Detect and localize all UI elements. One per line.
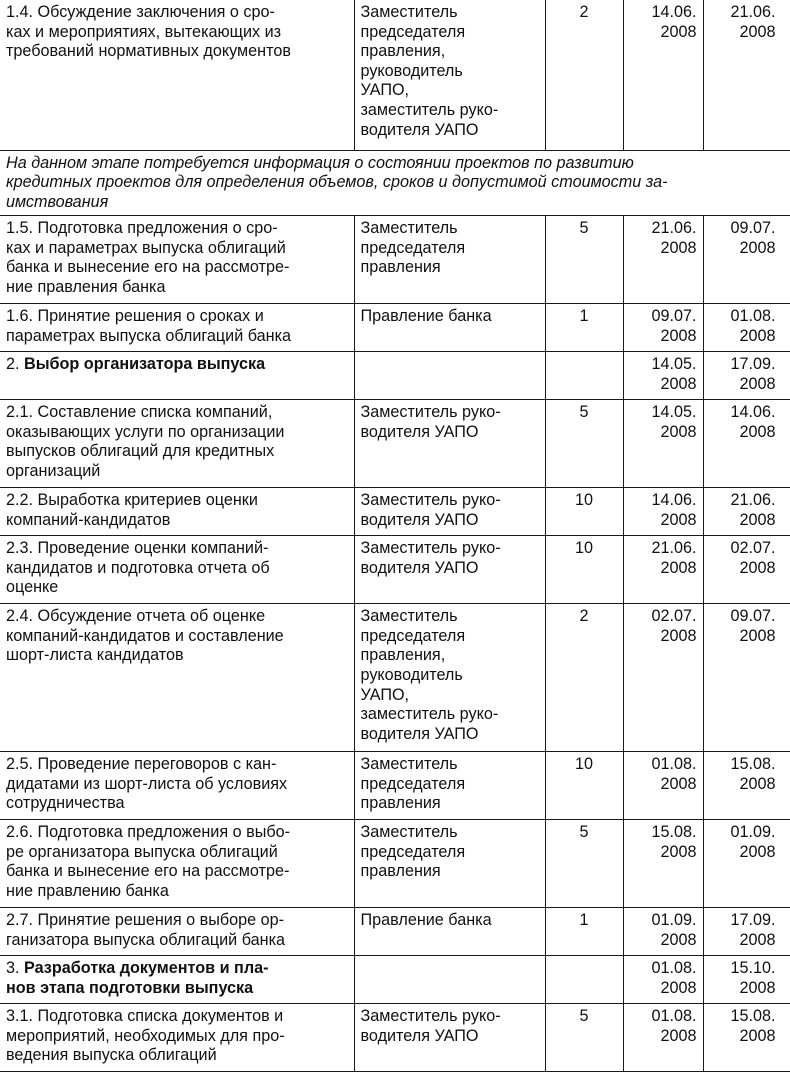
task-title: Принятие решения о сроках и параметрах выпуска облигаций банка: [6, 307, 292, 345]
responsible-cell: Заместитель председателя правления: [354, 752, 545, 820]
start-date: 01.08. 2008: [623, 1004, 703, 1072]
task-row: [0, 536, 790, 604]
task-cell: [0, 352, 354, 400]
task-cell: [0, 604, 354, 752]
task-row: [0, 304, 790, 352]
task-number: 1.5.: [6, 219, 34, 238]
duration-days: 1: [545, 304, 623, 352]
responsible-cell: Заместитель руко- водителя УАПО: [354, 488, 545, 536]
task-number: 2.2.: [6, 491, 34, 510]
task-cell: [0, 956, 354, 1004]
start-date: 14.06. 2008: [623, 0, 703, 150]
task-number: 3.1.: [6, 1007, 34, 1026]
responsible-cell: Заместитель председателя правления, руководитель УАПО, заместитель руко- водителя УАПО: [354, 0, 545, 150]
responsible-cell: Заместитель руко- водителя УАПО: [354, 1004, 545, 1072]
duration-days: [545, 352, 623, 400]
task-number: 2.3.: [6, 539, 34, 558]
start-date: 14.05. 2008: [623, 352, 703, 400]
end-date: 21.06. 2008: [703, 488, 790, 536]
task-row: [0, 216, 790, 304]
responsible-cell: [354, 956, 545, 1004]
end-date: 02.07. 2008: [703, 536, 790, 604]
task-title: Обсуждение заключения о сро- ках и мероприятиях, вытекающих из требований нормативных документов: [6, 3, 291, 61]
task-cell: [0, 216, 354, 304]
start-date: 14.06. 2008: [623, 488, 703, 536]
duration-days: 10: [545, 488, 623, 536]
task-cell: [0, 304, 354, 352]
responsible-cell: Правление банка: [354, 304, 545, 352]
task-number: 3.: [6, 959, 20, 978]
end-date: 14.06. 2008: [703, 400, 790, 488]
task-title: Подготовка предложения о сро- ках и параметрах выпуска облигаций банка и вынесение его на рассмотре- ние правления банка: [6, 219, 290, 297]
task-row: [0, 752, 790, 820]
duration-days: 5: [545, 216, 623, 304]
task-title: Подготовка предложения о выбо- ре организатора выпуска облигаций банка и вынесение его на рассмотре- ние правлению банка: [6, 823, 290, 901]
end-date: 01.09. 2008: [703, 820, 790, 908]
duration-days: 5: [545, 1004, 623, 1072]
task-number: 1.6.: [6, 307, 34, 326]
end-date: 15.08. 2008: [703, 752, 790, 820]
task-cell: [0, 400, 354, 488]
start-date: 01.09. 2008: [623, 908, 703, 956]
task-title: Подготовка списка документов и мероприятий, необходимых для про- ведения выпуска облигаций: [6, 1007, 285, 1065]
task-title: Выбор организатора выпуска: [24, 355, 266, 374]
task-cell: [0, 0, 354, 150]
duration-days: 10: [545, 536, 623, 604]
responsible-cell: [354, 352, 545, 400]
stage-row: [0, 956, 790, 1004]
task-row: [0, 820, 790, 908]
duration-days: 1: [545, 908, 623, 956]
task-number: 2.4.: [6, 607, 34, 626]
end-date: 15.10. 2008: [703, 956, 790, 1004]
task-title: Разработка документов и пла- нов этапа подготовки выпуска: [6, 959, 269, 997]
duration-days: 5: [545, 820, 623, 908]
end-date: 01.08. 2008: [703, 304, 790, 352]
task-number: 2.1.: [6, 403, 34, 422]
duration-days: 2: [545, 0, 623, 150]
duration-days: 5: [545, 400, 623, 488]
start-date: 14.05. 2008: [623, 400, 703, 488]
responsible-cell: Заместитель руко- водителя УАПО: [354, 536, 545, 604]
end-date: 21.06. 2008: [703, 0, 790, 150]
start-date: 01.08. 2008: [623, 752, 703, 820]
stage-row: [0, 352, 790, 400]
end-date: 09.07. 2008: [703, 216, 790, 304]
duration-days: [545, 956, 623, 1004]
end-date: 15.08. 2008: [703, 1004, 790, 1072]
end-date: 17.09. 2008: [703, 352, 790, 400]
task-row: [0, 604, 790, 752]
task-cell: [0, 536, 354, 604]
task-row: [0, 1004, 790, 1072]
responsible-cell: Правление банка: [354, 908, 545, 956]
start-date: 15.08. 2008: [623, 820, 703, 908]
task-cell: [0, 820, 354, 908]
start-date: 01.08. 2008: [623, 956, 703, 1004]
task-row: [0, 488, 790, 536]
task-number: 2.: [6, 355, 20, 374]
task-cell: [0, 908, 354, 956]
start-date: 09.07. 2008: [623, 304, 703, 352]
task-title: Проведение оценки компаний- кандидатов и подготовка отчета об оценке: [6, 539, 270, 597]
task-number: 2.6.: [6, 823, 34, 842]
task-cell: [0, 1004, 354, 1072]
end-date: 17.09. 2008: [703, 908, 790, 956]
task-number: 2.5.: [6, 755, 34, 774]
responsible-cell: Заместитель руко- водителя УАПО: [354, 400, 545, 488]
responsible-cell: Заместитель председателя правления, руководитель УАПО, заместитель руко- водителя УАПО: [354, 604, 545, 752]
task-number: 2.7.: [6, 911, 34, 930]
task-cell: [0, 752, 354, 820]
start-date: 21.06. 2008: [623, 216, 703, 304]
task-title: Выработка критериев оценки компаний-кандидатов: [6, 491, 258, 529]
start-date: 21.06. 2008: [623, 536, 703, 604]
task-row: [0, 908, 790, 956]
task-title: Обсуждение отчета об оценке компаний-кандидатов и составление шорт-листа кандидатов: [6, 607, 284, 665]
end-date: 09.07. 2008: [703, 604, 790, 752]
task-number: 1.4.: [6, 3, 34, 21]
task-title: Составление списка компаний, оказывающих услуги по организации выпусков облигаций для кредитных организаций: [6, 403, 285, 481]
note-row: [0, 150, 790, 216]
stage-note: На данном этапе потребуется информация о состоянии проектов по развитию кредитных проектов для определения объемов, сроков и допустимой стоимости за- имствования: [0, 150, 790, 216]
task-cell: [0, 488, 354, 536]
responsible-cell: Заместитель председателя правления: [354, 216, 545, 304]
task-title: Проведение переговоров с кан- дидатами из шорт-листа об условиях сотрудничества: [6, 755, 288, 813]
duration-days: 10: [545, 752, 623, 820]
task-row: [0, 0, 790, 150]
duration-days: 2: [545, 604, 623, 752]
task-title: Принятие решения о выборе ор- ганизатора выпуска облигаций банка: [6, 911, 286, 949]
responsible-cell: Заместитель председателя правления: [354, 820, 545, 908]
start-date: 02.07. 2008: [623, 604, 703, 752]
task-row: [0, 400, 790, 488]
